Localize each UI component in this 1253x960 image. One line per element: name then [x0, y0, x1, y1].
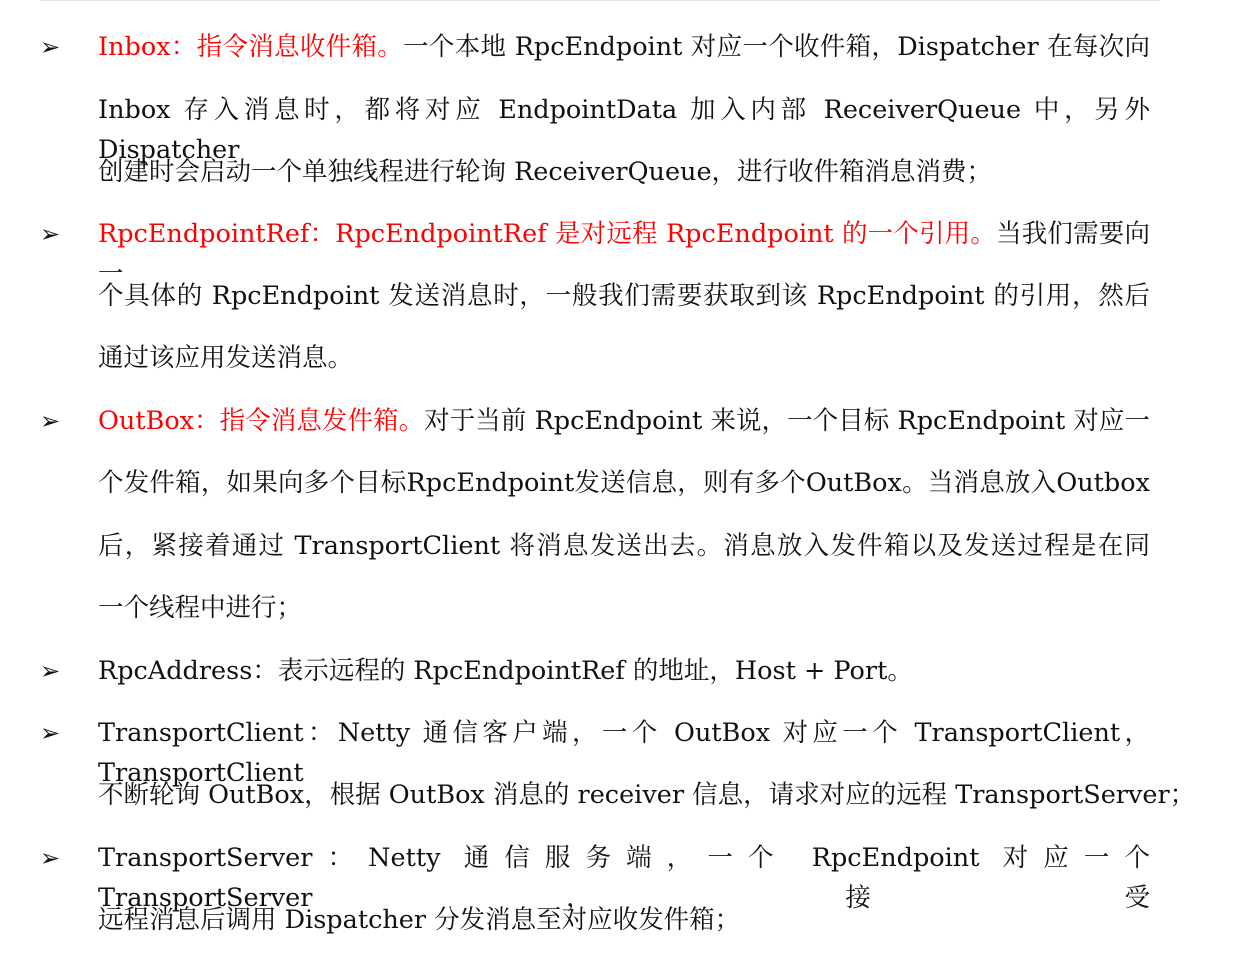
line-text: 后，紧接着通过 TransportClient 将消息发送出去。消息放入发件箱以及发送过程是在同	[98, 531, 1150, 561]
arrow-bullet-icon: ➢	[40, 719, 61, 747]
line-text: 创建时会启动一个单独线程进行轮询 ReceiverQueue，进行收件箱消息消费；	[98, 157, 993, 187]
highlighted-term: OutBox：指令消息发件箱。	[98, 406, 425, 436]
highlighted-term: Inbox：指令消息收件箱。	[98, 32, 404, 62]
text-line	[98, 463, 1150, 503]
arrow-bullet-icon: ➢	[40, 33, 61, 61]
text-line	[98, 90, 1150, 165]
text-line	[98, 276, 1150, 316]
text-line	[98, 152, 1150, 192]
arrow-bullet-icon: ➢	[40, 220, 61, 248]
top-divider	[40, 0, 1160, 1]
text-line	[98, 526, 1150, 566]
line-text: 当我们需要向一	[98, 219, 1150, 289]
line-text: 远程消息后调用 Dispatcher 分发消息至对应收发件箱；	[98, 905, 741, 935]
line-text: 不断轮询 OutBox，根据 OutBox 消息的 receiver 信息，请求对应的远程 TransportServer；	[98, 780, 1196, 810]
line-text: Inbox 存入消息时，都将对应 EndpointData 加入内部 ReceiverQueue 中，另外 Dispatcher	[98, 95, 1150, 165]
text-line	[98, 900, 1150, 940]
text-line	[98, 588, 1150, 628]
line-text: 一个本地 RpcEndpoint 对应一个收件箱，Dispatcher 在每次向	[403, 32, 1150, 62]
arrow-bullet-icon: ➢	[40, 844, 61, 872]
line-text: TransportClient：Netty 通信客户端，一个 OutBox 对应一个 TransportClient，TransportClient	[98, 718, 1150, 788]
arrow-bullet-icon: ➢	[40, 657, 61, 685]
text-line	[98, 214, 1150, 289]
line-text: TransportServer：Netty 通信服务端，一个 RpcEndpoint 对应一个 TransportServer，接受	[98, 843, 1150, 913]
text-line	[98, 775, 1196, 815]
line-text: RpcAddress：表示远程的 RpcEndpointRef 的地址，Host + Port。	[98, 656, 913, 686]
text-line	[98, 713, 1150, 788]
highlighted-term: RpcEndpointRef：RpcEndpointRef 是对远程 RpcEndpoint 的一个引用。	[98, 219, 997, 249]
line-text: 一个线程中进行；	[98, 593, 303, 623]
text-line	[98, 651, 1150, 691]
text-line	[98, 401, 1150, 441]
arrow-bullet-icon: ➢	[40, 407, 61, 435]
text-line	[98, 338, 1150, 378]
text-line	[98, 27, 1150, 67]
line-text: 对于当前 RpcEndpoint 来说，一个目标 RpcEndpoint 对应一	[424, 406, 1150, 436]
line-text: 个具体的 RpcEndpoint 发送消息时，一般我们需要获取到该 RpcEndpoint 的引用，然后	[98, 281, 1150, 311]
text-line	[98, 838, 1150, 913]
line-text: 通过该应用发送消息。	[98, 343, 354, 373]
line-text: 个发件箱，如果向多个目标RpcEndpoint发送信息，则有多个OutBox。当消息放入Outbox	[98, 468, 1150, 498]
